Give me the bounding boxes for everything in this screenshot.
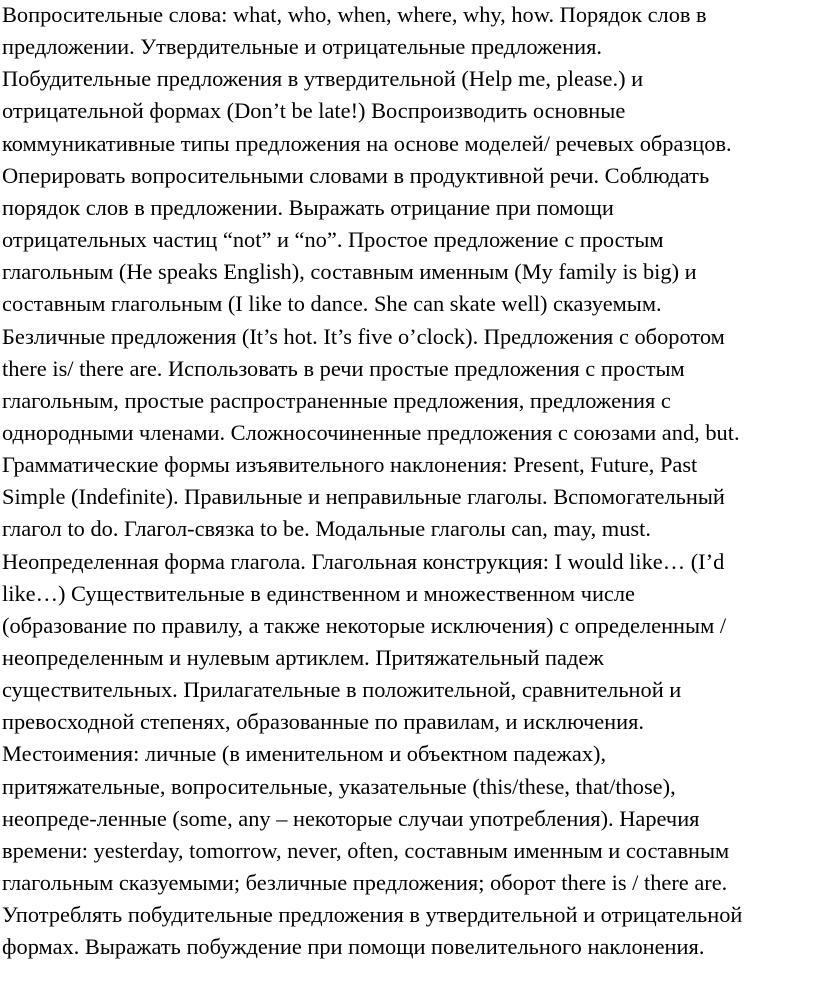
paragraph-line: составным глагольным (I like to dance. She can skate well) сказуемым. <box>2 291 662 317</box>
paragraph-line: предложении. Утвердительные и отрицательные предложения. <box>2 34 602 60</box>
paragraph-line: глагольным сказуемыми; безличные предложения; оборот there is / there are. <box>2 870 728 896</box>
paragraph-line: неопределенным и нулевым артиклем. Притяжательный падеж <box>2 645 604 670</box>
paragraph-line: отрицательных частиц “not” и “no”. Простое предложение с простым <box>2 227 664 253</box>
paragraph-line: Безличные предложения (It’s hot. It’s five o’clock). Предложения с оборотом <box>2 323 725 349</box>
paragraph-line: глагольным, простые распространенные предложения, предложения с <box>2 387 671 413</box>
paragraph-line: Неопределенная форма глагола. Глагольная конструкция: I would like… (I’d <box>2 548 725 574</box>
paragraph-line: существительных. Прилагательные в положительной, сравнительной и <box>2 677 682 703</box>
paragraph-line: there is/ there are. Использовать в речи простые предложения с простым <box>2 355 685 381</box>
paragraph-line: времени: yesterday, tomorrow, never, often, составным именным и составным <box>2 837 730 863</box>
paragraph-line: глагольным (He speaks English), составным именным (My family is big) и <box>2 259 697 285</box>
paragraph-line: неопреде-ленные (some, any – некоторые случаи употребления). Наречия <box>2 805 700 831</box>
paragraph-line: Оперировать вопросительными словами в продуктивной речи. Соблюдать <box>2 162 710 188</box>
paragraph-line: порядок слов в предложении. Выражать отрицание при помощи <box>2 194 614 220</box>
paragraph-line: Вопросительные слова: what, who, when, where, why, how. Порядок слов в <box>2 2 707 27</box>
paragraph-line: отрицательной формах (Don’t be late!) Воспроизводить основные <box>2 98 626 124</box>
paragraph-line: глагол to do. Глагол-связка to be. Модальные глаголы can, may, must. <box>2 516 651 542</box>
paragraph-line: Грамматические формы изъявительного наклонения: Present, Future, Past <box>2 452 698 478</box>
paragraph-line: (образование по правилу, а также некоторые исключения) с определенным / <box>2 612 727 638</box>
paragraph-line: коммуникативные типы предложения на основе моделей/ речевых образцов. <box>2 130 732 156</box>
paragraph-line: like…) Существительные в единственном и множественном числе <box>2 580 635 606</box>
paragraph-line: Местоимения: личные (в именительном и объектном падежах), <box>2 741 607 767</box>
paragraph-line: формах. Выражать побуждение при помощи повелительного наклонения. <box>2 934 705 960</box>
paragraph-line: притяжательные, вопросительные, указательные (this/these, that/those), <box>2 773 676 799</box>
paragraph-line: Побудительные предложения в утвердительной (Help me, please.) и <box>2 66 644 92</box>
paragraph-line: Употреблять побудительные предложения в утвердительной и отрицательной <box>2 902 743 928</box>
paragraph-line: однородными членами. Сложносочиненные предложения с союзами and, but. <box>2 419 740 445</box>
paragraph-line: превосходной степенях, образованные по правилам, и исключения. <box>2 709 645 735</box>
paragraph-line: Simple (Indefinite). Правильные и неправильные глаголы. Вспомогательный <box>2 484 725 510</box>
